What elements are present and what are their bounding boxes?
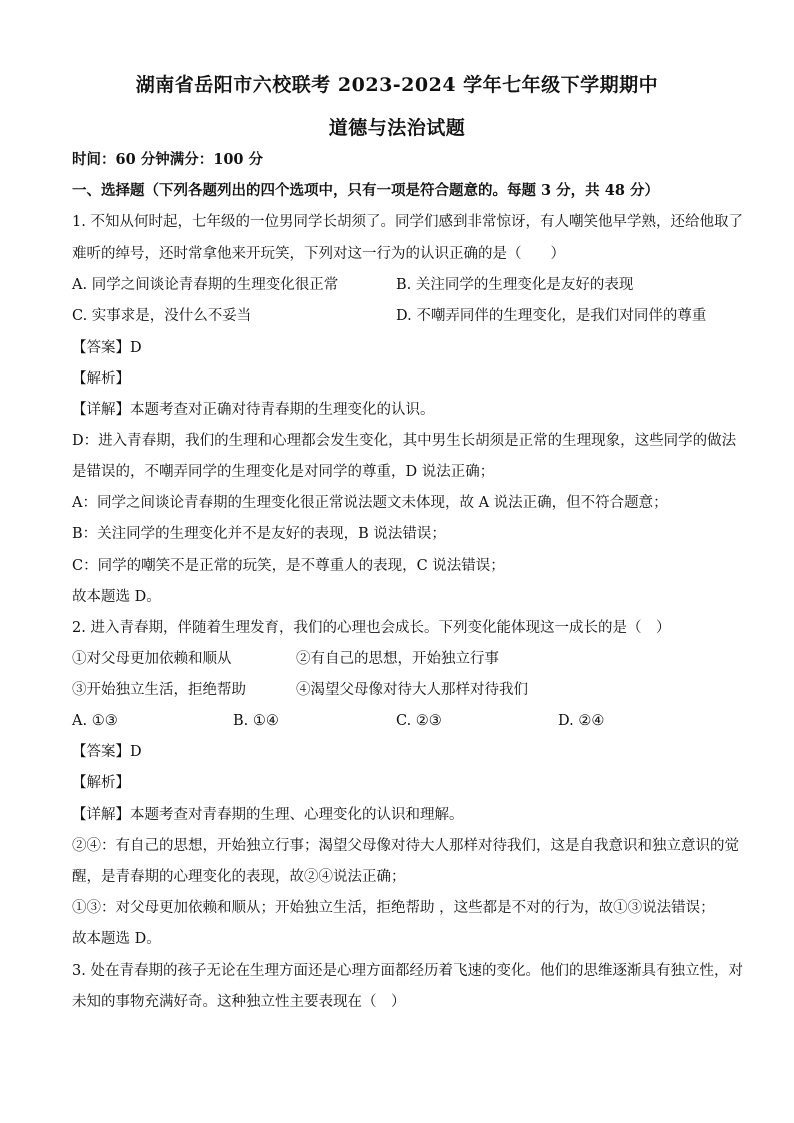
q2-detail: 【详解】本题考查对青春期的生理、心理变化的认识和理解。 <box>72 807 464 823</box>
q2-option-a: A. ①③ <box>72 713 118 729</box>
q2-item-2: ②有自己的思想，开始独立行事 <box>296 651 499 667</box>
q2-stem: 2. 进入青春期，伴随着生理发育，我们的心理也会成长。下列变化能体现这一成长的是（ ） <box>72 620 671 636</box>
q1-answer: 【答案】D <box>72 340 142 356</box>
q2-item-4: ④渴望父母像对待大人那样对待我们 <box>296 682 528 698</box>
q1-option-b: B. 关注同学的生理变化是友好的表现 <box>396 277 634 293</box>
q1-explanation-d-line2: 是错误的，不嘲弄同学的生理变化是对同学的尊重，D 说法正确； <box>72 464 495 480</box>
q1-explanation-a: A：同学之间谈论青春期的生理变化很正常说法题文未体现，故 A 说法正确，但不符合题意； <box>72 495 668 511</box>
q1-stem-line2: 难听的绰号，还时常拿他来开玩笑，下列对这一行为的认识正确的是（ ） <box>72 246 565 262</box>
q2-explanation-13: ①③：对父母更加依赖和顺从；开始独立生活，拒绝帮助 ，这些都是不对的行为，故①③说法错误； <box>72 900 715 916</box>
q2-item-1: ①对父母更加依赖和顺从 <box>72 651 232 667</box>
q2-answer: 【答案】D <box>72 744 142 760</box>
q1-option-a: A. 同学之间谈论青春期的生理变化很正常 <box>72 277 339 293</box>
q3-stem-line1: 3. 处在青春期的孩子无论在生理方面还是心理方面都经历着飞速的变化。他们的思维逐渐具有独立性，对 <box>72 963 743 979</box>
q2-option-b: B. ①④ <box>233 713 279 729</box>
q1-analysis-label: 【解析】 <box>72 371 130 387</box>
q2-conclusion: 故本题选 D。 <box>72 931 161 947</box>
q2-option-d: D. ②④ <box>558 713 605 729</box>
q2-explanation-24-line1: ②④：有自己的思想，开始独立行事；渴望父母像对待大人那样对待我们，这是自我意识和独立意识的觉 <box>72 838 739 854</box>
q2-analysis-label: 【解析】 <box>72 775 130 791</box>
exam-time-score: 时间：60 分钟满分：100 分 <box>72 151 264 168</box>
q1-option-d: D. 不嘲弄同伴的生理变化，是我们对同伴的尊重 <box>396 308 707 324</box>
exam-title: 湖南省岳阳市六校联考 2023-2024 学年七年级下学期期中 <box>135 74 659 96</box>
q2-option-c: C. ②③ <box>396 713 442 729</box>
q2-explanation-24-line2: 醒，是青春期的心理变化的表现，故②④说法正确； <box>72 869 406 885</box>
q1-conclusion: 故本题选 D。 <box>72 589 161 605</box>
q1-explanation-d-line1: D：进入青春期，我们的生理和心理都会发生变化，其中男生长胡须是正常的生理现象，这些同学的做法 <box>72 433 737 449</box>
q1-explanation-c: C：同学的嘲笑不是正常的玩笑，是不尊重人的表现，C 说法错误； <box>72 558 505 574</box>
q1-option-c: C. 实事求是，没什么不妥当 <box>72 308 252 324</box>
q3-stem-line2: 未知的事物充满好奇。这种独立性主要表现在（ ） <box>72 994 406 1010</box>
q2-item-3: ③开始独立生活，拒绝帮助 <box>72 682 246 698</box>
section-heading: 一、选择题（下列各题列出的四个选项中，只有一项是符合题意的。每题 3 分，共 48 分） <box>72 182 659 199</box>
exam-subtitle: 道德与法治试题 <box>328 117 466 139</box>
q1-explanation-b: B：关注同学的生理变化并不是友好的表现，B 说法错误； <box>72 526 446 542</box>
q1-stem-line1: 1. 不知从何时起，七年级的一位男同学长胡须了。同学们感到非常惊讶，有人嘲笑他早学熟，还给他取了 <box>72 214 743 230</box>
q1-detail: 【详解】本题考查对正确对待青春期的生理变化的认识。 <box>72 402 435 418</box>
